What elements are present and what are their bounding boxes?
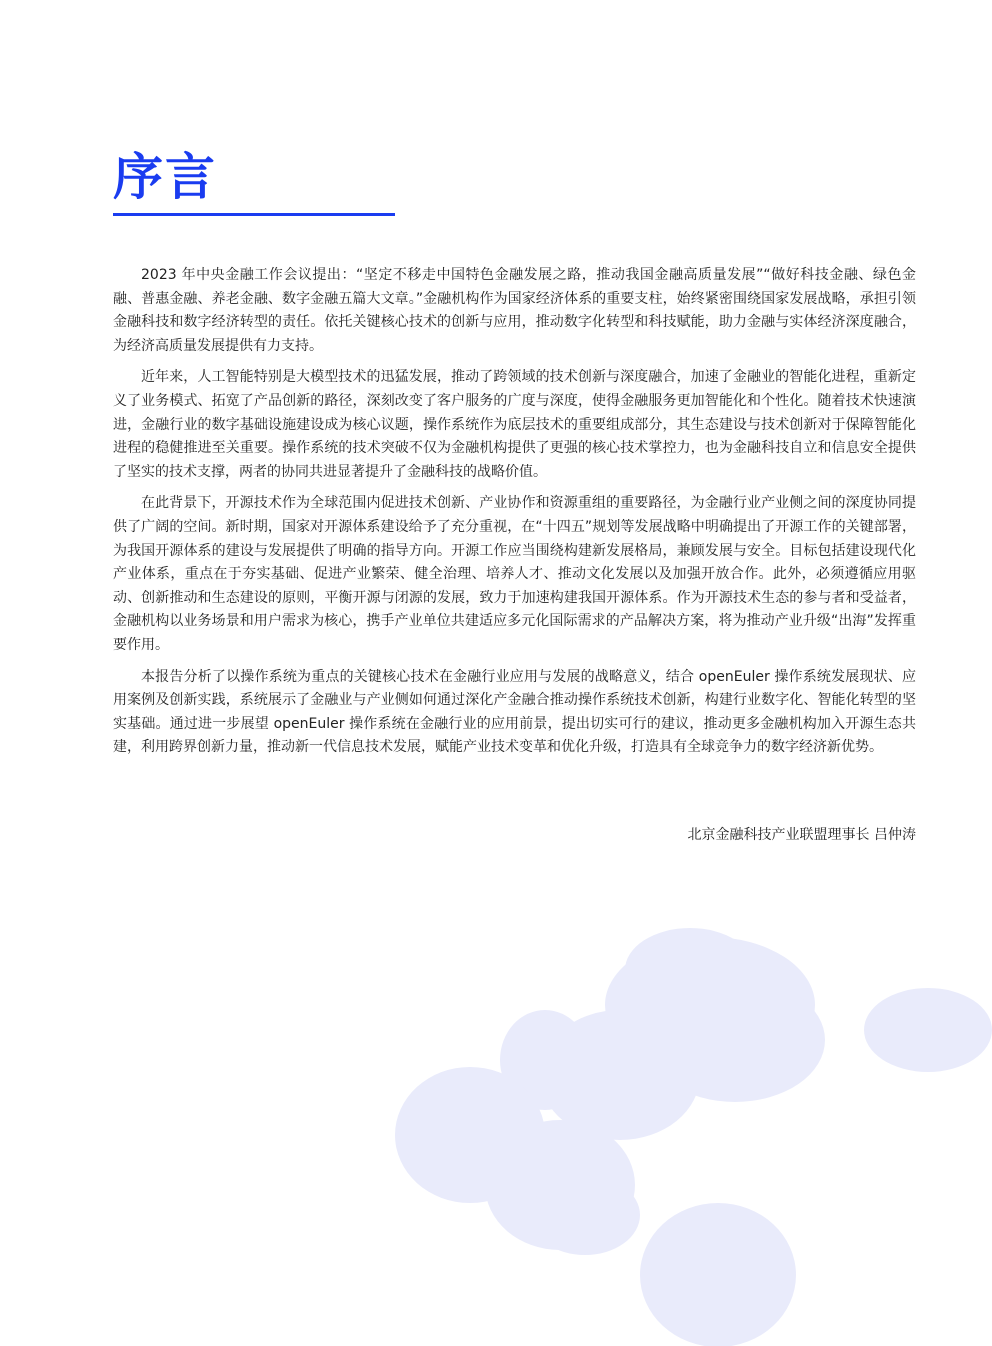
signature: 北京金融科技产业联盟理事长 吕仲涛 [687,827,916,843]
paragraph: 2023 年中央金融工作会议提出：“坚定不移走中国特色金融发展之路，推动我国金融高质量发展”“做好科技金融、绿色金融、普惠金融、养老金融、数字金融五篇大文章。”金融机构作为国家经济体系的重要支柱，始终紧密围绕国家发展战略，承担引领金融科技和数字经济转型的责任。依托关键核心技术的创新与应用，推动数字化转型和科技赋能，助力金融与实体经济深度融合，为经济高质量发展提供有力支持。 [113,267,916,354]
paragraph: 近年来，人工智能特别是大模型技术的迅猛发展，推动了跨领域的技术创新与深度融合，加速了金融业的智能化进程，重新定义了业务模式、拓宽了产品创新的路径，深刻改变了客户服务的广度与深度，使得金融服务更加智能化和个性化。随着技术快速演进，金融行业的数字基础设施建设成为核心议题，操作系统作为底层技术的重要组成部分，其生态建设与技术创新对于保障智能化进程的稳健推进至关重要。操作系统的技术突破不仅为金融机构提供了更强的核心技术掌控力，也为金融科技自立和信息安全提供了坚实的技术支撑，两者的协同共进显著提升了金融科技的战略价值。 [113,369,916,480]
blob-shape [395,1067,545,1203]
page-title: 序言 [113,148,217,206]
blob-shape [485,1120,635,1250]
blob-shape [530,1175,640,1255]
title-underline [113,213,395,216]
blob-shape [625,928,755,1012]
blob-shape [500,1010,590,1110]
blob-shape [605,937,815,1073]
blob-shape [640,1203,796,1346]
blob-shape [864,988,992,1072]
paragraph: 在此背景下，开源技术作为全球范围内促进技术创新、产业协作和资源重组的重要路径，为金融行业产业侧之间的深度协同提供了广阔的空间。新时期，国家对开源体系建设给予了充分重视，在“十四五”规划等发展战略中明确提出了开源工作的关键部署，为我国开源体系的建设与发展提供了明确的指导方向。开源工作应当围绕构建新发展格局，兼顾发展与安全。目标包括建设现代化产业体系，重点在于夯实基础、促进产业繁荣、健全治理、培养人才、推动文化发展以及加强开放合作。此外，必须遵循应用驱动、创新推动和生态建设的原则，平衡开源与闭源的发展，致力于加速构建我国开源体系。作为开源技术生态的参与者和受益者，金融机构以业务场景和用户需求为核心，携手产业单位共建适应多元化国际需求的产品解决方案，将为推动产业升级“出海”发挥重要作用。 [113,495,916,653]
paragraph: 本报告分析了以操作系统为重点的关键核心技术在金融行业应用与发展的战略意义，结合 openEuler 操作系统发展现状、应用案例及创新实践，系统展示了金融业与产业侧如何通过深化产金融合推动操作系统技术创新，构建行业数字化、智能化转型的坚实基础。通过进一步展望 openEuler 操作系统在金融行业的应用前景，提出切实可行的建议，推动更多金融机构加入开源生态共建，利用跨界创新力量，推动新一代信息技术发展，赋能产业技术变革和优化升级，打造具有全球竞争力的数字经济新优势。 [113,668,916,756]
blob-shape [645,978,825,1102]
body-text [113,264,916,768]
blob-shape [540,1010,700,1140]
